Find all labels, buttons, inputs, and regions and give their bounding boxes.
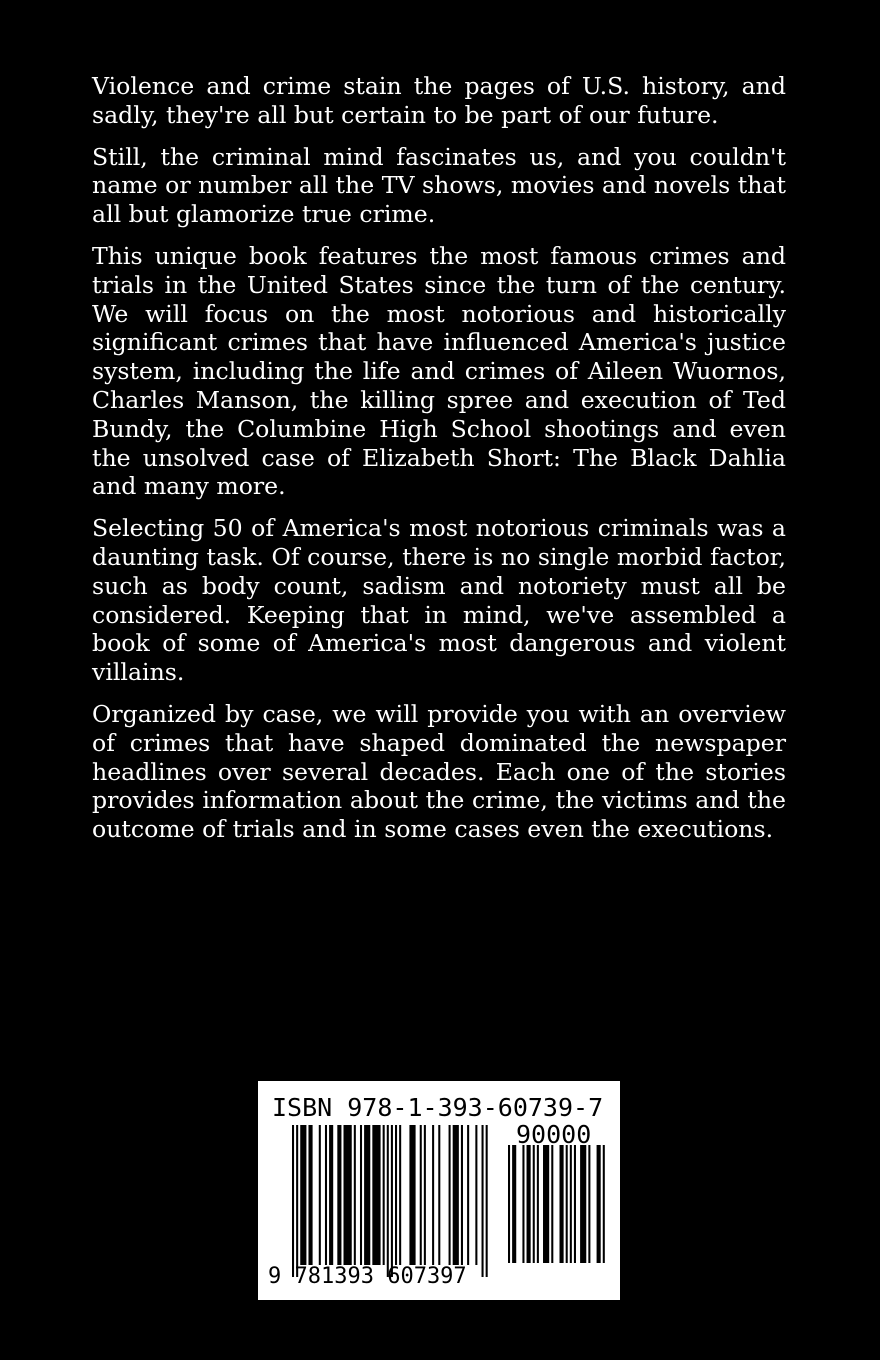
barcode-bar bbox=[360, 1125, 362, 1265]
barcode-bar bbox=[527, 1145, 531, 1263]
barcode-bar bbox=[424, 1125, 426, 1265]
barcode-bar bbox=[319, 1125, 321, 1265]
barcode-bar bbox=[325, 1125, 327, 1265]
barcode-bar bbox=[574, 1145, 576, 1263]
barcode-bar bbox=[461, 1125, 463, 1265]
barcode-bar bbox=[543, 1145, 549, 1263]
barcode-bar bbox=[560, 1145, 564, 1263]
isbn-label: ISBN 978-1-393-60739-7 bbox=[272, 1093, 604, 1122]
barcode-bar bbox=[337, 1125, 341, 1265]
blurb-paragraph-3: This unique book features the most famous crimes and trials in the United States since the turn of the century. We will focus on the most notorious and historically significant crimes that have influenced America's justice system, including the life and crimes of Aileen Wuornos, Charles Manson, the killing spree and execution of Ted Bundy, the Columbine High School shootings and even the unsolved case of Elizabeth Short: The Black Dahlia and many more. bbox=[92, 241, 786, 501]
barcode-bar bbox=[432, 1125, 434, 1265]
barcode-bar bbox=[292, 1125, 294, 1277]
blurb-paragraph-1: Violence and crime stain the pages of U.S. history, and sadly, they're all but certain to be part of our future. bbox=[92, 72, 786, 129]
barcode-bar bbox=[364, 1125, 370, 1265]
barcode-bar bbox=[395, 1125, 397, 1265]
barcode-bar bbox=[372, 1125, 380, 1265]
barcode-bar bbox=[308, 1125, 312, 1265]
barcode-bar bbox=[354, 1125, 356, 1265]
barcode-bar bbox=[387, 1125, 389, 1277]
price-addon-digits: 90000 bbox=[516, 1120, 592, 1149]
barcode-bar bbox=[482, 1125, 484, 1277]
barcode-bar bbox=[383, 1125, 385, 1265]
barcode-bar bbox=[580, 1145, 586, 1263]
barcode-bar bbox=[603, 1145, 605, 1263]
barcode-bar bbox=[566, 1145, 568, 1263]
barcode-bar bbox=[420, 1125, 422, 1265]
barcode-bar bbox=[467, 1125, 469, 1265]
barcode-bar bbox=[486, 1125, 488, 1277]
barcode-bar bbox=[449, 1125, 451, 1265]
barcode-bar bbox=[438, 1125, 440, 1265]
blurb-paragraph-5: Organized by case, we will provide you with an overview of crimes that have shaped dominated the newspaper headlines over several decades. Each one of the stories provides information about the crime, the victims and the outcome of trials and in some cases even the executions. bbox=[92, 699, 786, 844]
blurb-paragraph-2: Still, the criminal mind fascinates us, and you couldn't name or number all the TV shows, movies and novels that all but glamorize true crime. bbox=[92, 142, 786, 229]
barcode-bar bbox=[391, 1125, 393, 1277]
barcode-bar bbox=[588, 1145, 590, 1263]
barcode-bar bbox=[522, 1145, 524, 1263]
barcode-bar bbox=[296, 1125, 298, 1277]
barcode-bar bbox=[453, 1125, 459, 1265]
barcode-bar bbox=[399, 1125, 401, 1265]
barcode-bar bbox=[570, 1145, 572, 1263]
barcode-bar bbox=[512, 1145, 516, 1263]
isbn-barcode bbox=[258, 1081, 620, 1300]
barcode-bar bbox=[329, 1125, 333, 1265]
barcode-bar bbox=[508, 1145, 510, 1263]
blurb-paragraph-4: Selecting 50 of America's most notorious criminals was a daunting task. Of course, there is no single morbid factor, such as body count, sadism and notoriety must all be considered. Keeping that in mind, we've assembled a book of some of America's most dangerous and violent villains. bbox=[92, 514, 786, 687]
barcode-bar bbox=[409, 1125, 415, 1265]
barcode-bar bbox=[537, 1145, 539, 1263]
ean-digits: 9 781393 607397 bbox=[268, 1264, 467, 1289]
back-cover-blurb bbox=[92, 72, 786, 857]
barcode-bar bbox=[475, 1125, 477, 1265]
barcode-bar bbox=[551, 1145, 553, 1263]
barcode-bar bbox=[300, 1125, 306, 1265]
barcode-bar bbox=[344, 1125, 352, 1265]
barcode-bar bbox=[533, 1145, 535, 1263]
barcode-bar bbox=[597, 1145, 601, 1263]
